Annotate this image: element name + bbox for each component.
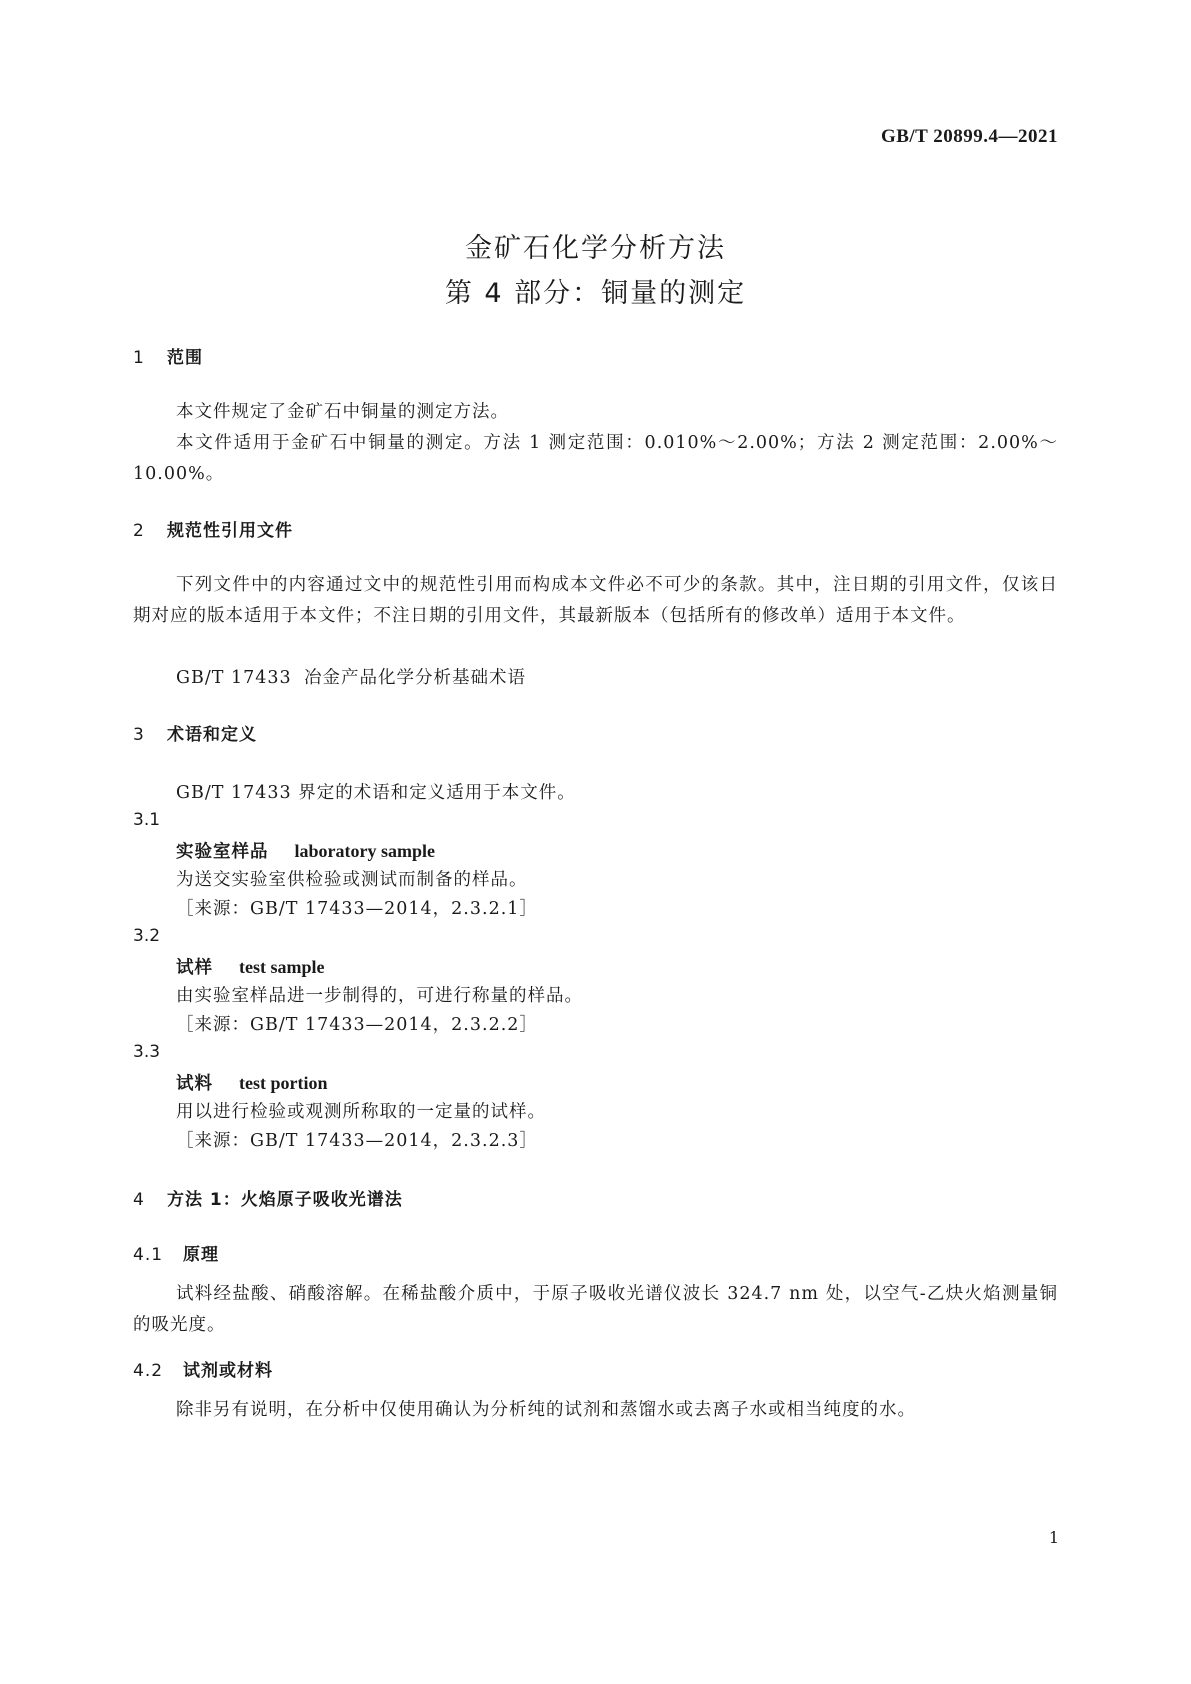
subsection-4-2-heading bbox=[133, 1356, 273, 1381]
term-entry bbox=[176, 954, 324, 979]
subsection-4-1-heading bbox=[133, 1240, 219, 1265]
section-title: 方法 1：火焰原子吸收光谱法 bbox=[167, 1190, 403, 1210]
term-definition: 用以进行检验或观测所称取的一定量的试样。 bbox=[176, 1102, 546, 1122]
section-1-paragraph-1: 本文件规定了金矿石中铜量的测定方法。 bbox=[176, 402, 509, 422]
term-definition: 由实验室样品进一步制得的，可进行称量的样品。 bbox=[176, 986, 583, 1006]
subsection-number: 4.1 bbox=[133, 1245, 164, 1265]
document-subtitle: 第 4 部分：铜量的测定 bbox=[444, 278, 747, 309]
section-1-heading bbox=[133, 343, 203, 368]
reference-title: 冶金产品化学分析基础术语 bbox=[304, 668, 526, 688]
section-2-heading bbox=[133, 516, 293, 541]
section-number: 2 bbox=[133, 521, 145, 541]
term-number: 3.3 bbox=[133, 1042, 161, 1062]
normative-reference bbox=[176, 664, 526, 689]
section-4-heading bbox=[133, 1185, 403, 1210]
section-number: 4 bbox=[133, 1190, 145, 1210]
term-zh: 实验室样品 bbox=[176, 842, 269, 862]
term-number: 3.1 bbox=[133, 810, 161, 830]
reference-code: GB/T 17433 bbox=[176, 668, 292, 688]
page-number: 1 bbox=[1048, 1528, 1059, 1547]
term-zh: 试料 bbox=[176, 1074, 213, 1094]
subsection-title: 原理 bbox=[183, 1245, 219, 1265]
section-2-paragraph: 下列文件中的内容通过文中的规范性引用而构成本文件必不可少的条款。其中，注日期的引用文件，仅该日期对应的版本适用于本文件；不注日期的引用文件，其最新版本（包括所有的修改单）适用于本文件。 bbox=[133, 575, 1058, 626]
term-entry bbox=[176, 1070, 328, 1095]
term-en: test portion bbox=[239, 1073, 328, 1093]
term-source: ［来源：GB/T 17433—2014，2.3.2.1］ bbox=[176, 899, 538, 919]
subsection-4-1-paragraph: 试料经盐酸、硝酸溶解。在稀盐酸介质中，于原子吸收光谱仪波长 324.7 nm 处，以空气-乙炔火焰测量铜的吸光度。 bbox=[133, 1284, 1058, 1335]
term-definition: 为送交实验室供检验或测试而制备的样品。 bbox=[176, 870, 528, 890]
term-en: test sample bbox=[239, 957, 325, 977]
section-number: 3 bbox=[133, 725, 145, 745]
document-title: 金矿石化学分析方法 bbox=[465, 233, 726, 264]
standard-code: GB/T 20899.4—2021 bbox=[880, 126, 1058, 147]
section-title: 术语和定义 bbox=[167, 725, 257, 745]
term-number: 3.2 bbox=[133, 926, 161, 946]
term-source: ［来源：GB/T 17433—2014，2.3.2.2］ bbox=[176, 1015, 538, 1035]
section-title: 范围 bbox=[167, 348, 203, 368]
section-3-intro: GB/T 17433 界定的术语和定义适用于本文件。 bbox=[176, 783, 576, 803]
term-entry bbox=[176, 838, 435, 863]
subsection-title: 试剂或材料 bbox=[183, 1361, 273, 1381]
section-title: 规范性引用文件 bbox=[167, 521, 293, 541]
term-zh: 试样 bbox=[176, 958, 213, 978]
section-1-paragraph-2: 本文件适用于金矿石中铜量的测定。方法 1 测定范围：0.010%～2.00%；方法 2 测定范围：2.00%～10.00%。 bbox=[133, 433, 1058, 484]
section-number: 1 bbox=[133, 348, 145, 368]
subsection-number: 4.2 bbox=[133, 1361, 164, 1381]
section-3-heading bbox=[133, 720, 257, 745]
term-source: ［来源：GB/T 17433—2014，2.3.2.3］ bbox=[176, 1131, 538, 1151]
subsection-4-2-paragraph: 除非另有说明，在分析中仅使用确认为分析纯的试剂和蒸馏水或去离子水或相当纯度的水。 bbox=[176, 1400, 916, 1420]
term-en: laboratory sample bbox=[294, 841, 435, 861]
